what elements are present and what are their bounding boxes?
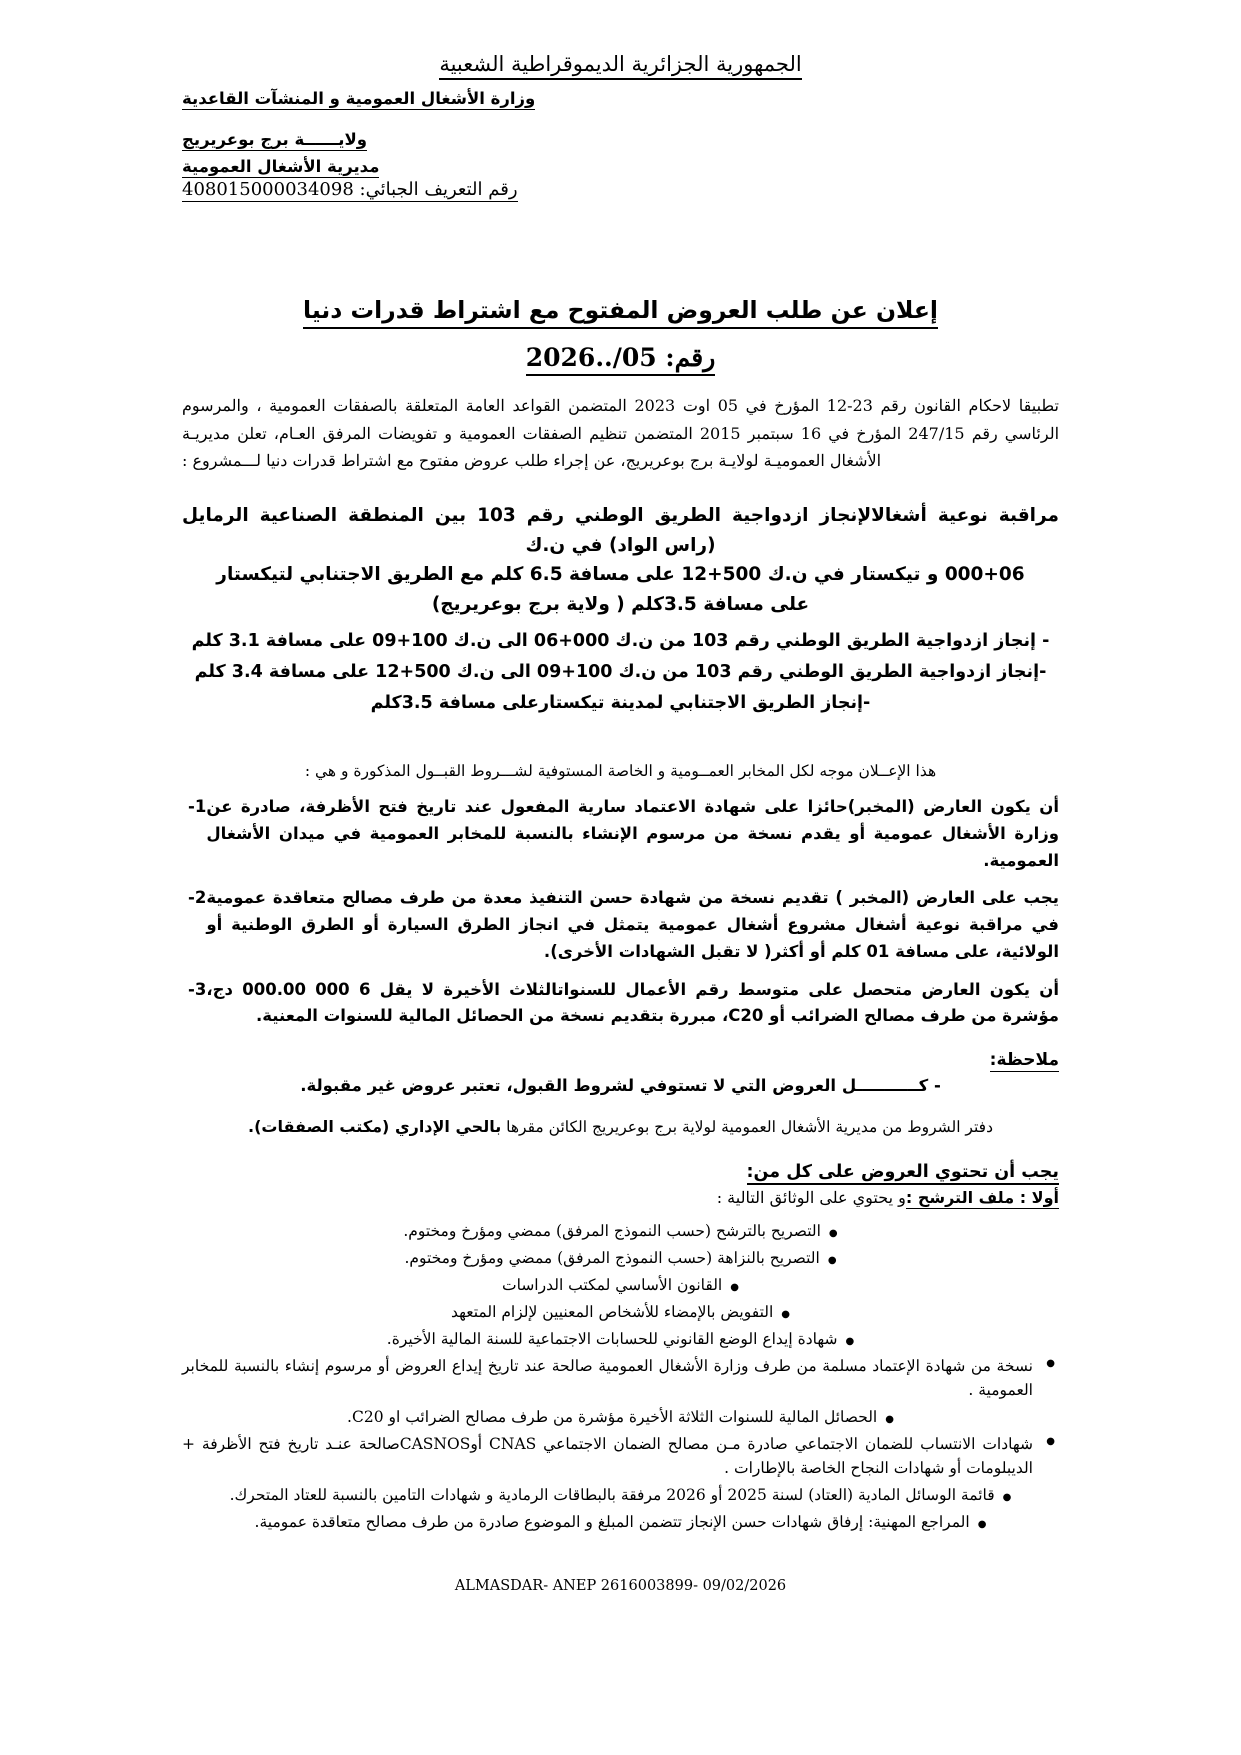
condition-marker: 1- <box>188 797 207 817</box>
condition-item <box>182 794 1059 874</box>
first-file-rest: و يحتوي على الوثائق التالية : <box>716 1188 906 1208</box>
project-line-2: 000+06 و تيكستار في ن.ك 500+12 على مسافة 6.5 كلم مع الطريق الاجتنابي لتيكستار <box>216 564 1025 586</box>
remark-heading <box>182 1050 1059 1070</box>
fiscal-id-group <box>182 179 518 202</box>
required-documents-list <box>182 1219 1059 1534</box>
document-item: ● التصريح بالترشح (حسب النموذج المرفق) ممضي ومؤرخ ومختوم. <box>182 1219 1059 1243</box>
project-work-item: - إنجاز ازدواجية الطريق الوطني رقم 103 من ن.ك 000+06 الى ن.ك 100+09 على مسافة 3.1 كلم <box>191 631 1050 652</box>
condition-text: يجب على العارض (المخبر ) تقديم نسخة من شهادة حسن التنفيذ معدة من طرف مصالح متعاقدة عمومية في مراقبة نوعية أشغال مشروع أشغال عمومية يتمثل في انجاز الطرق السيارة أو الطرق الوطنية أو الولائية، على مسافة 01 كلم أو أكثر( لا تقبل الشهادات الأخرى). <box>206 888 1059 961</box>
announcement-number-label: رقم: <box>665 343 716 372</box>
condition-text: أن يكون العارض (المخبر)حائزا على شهادة الاعتماد سارية المفعول عند تاريخ فتح الأظرفة، صادرة عن وزارة الأشغال عمومية أو يقدم نسخة من مرسوم الإنشاء بالنسبة للمخابر العمومية في ميدان الأشغال العمومية. <box>206 797 1059 870</box>
title-block <box>182 296 1059 372</box>
project-line-3: على مسافة 3.5كلم ( ولاية برج بوعريريج) <box>431 594 810 616</box>
document-item: ● التصريح بالنزاهة (حسب النموذج المرفق) ممضي ومؤرخ ومختوم. <box>182 1246 1059 1270</box>
project-work-item: -إنجاز ازدواجية الطريق الوطني رقم 103 من ن.ك 100+09 الى ن.ك 500+12 على مسافة 3.4 كلم <box>194 662 1047 683</box>
document-item: ● الحصائل المالية للسنوات الثلاثة الأخيرة مؤشرة من طرف مصالح الضرائب او C20. <box>182 1405 1059 1429</box>
republic-heading <box>182 52 1059 83</box>
document-item: ● التفويض بالإمضاء للأشخاص المعنيين لإلزام المتعهد <box>182 1300 1059 1324</box>
project-line-1: مراقبة نوعية أشغالالإنجاز ازدواجية الطريق الوطني رقم 103 بين المنطقة الصناعية الرمايل (راس الواد) في ن.ك <box>182 504 1059 556</box>
document-item: ● قائمة الوسائل المادية (العتاد) لسنة 2025 أو 2026 مرفقة بالبطاقات الرمادية و شهادات التامين بالنسبة للعتاد المتحرك. <box>182 1483 1059 1507</box>
ministry-line <box>182 89 1059 108</box>
republic-heading-text: الجمهورية الجزائرية الديموقراطية الشعبية <box>439 52 801 80</box>
remark-line: - كـــــــــــل العروض التي لا تستوفي لشروط القبول، تعتبر عروض غير مقبولة. <box>300 1076 941 1096</box>
fiscal-id-line <box>182 179 1059 200</box>
document-item: ● المراجع المهنية: إرفاق شهادات حسن الإنجاز تتضمن المبلغ و الموضوع صادرة من طرف مصالح متعاقدة عمومية. <box>182 1510 1059 1534</box>
announcement-number-group <box>526 343 716 376</box>
wilaya-line <box>182 130 1059 149</box>
must-contain-heading-text: يجب أن تحتوي العروض على كل من: <box>747 1162 1059 1185</box>
page-title: إعلان عن طلب العروض المفتوح مع اشتراط قدرات دنيا <box>303 296 938 329</box>
announcement-number-line <box>182 343 1059 372</box>
administration-header <box>182 89 1059 200</box>
document-item: ● نسخة من شهادة الإعتماد مسلمة من طرف وزارة الأشغال العمومية صالحة عند تاريخ إيداع العروض أو مرسوم إنشاء بالنسبة للمخابر العمومية . <box>182 1354 1059 1402</box>
office-text-bold: بالحي الإداري <box>394 1117 502 1137</box>
document-item: ● القانون الأساسي لمكتب الدراسات <box>182 1273 1059 1297</box>
remark-heading-text: ملاحظة: <box>989 1050 1059 1071</box>
first-file-heading <box>182 1188 1059 1207</box>
intro-paragraph: تطبيقا لاحكام القانون رقم 23-12 المؤرخ في 05 اوت 2023 المتضمن القواعد العامة المتعلقة بالصفقات العمومية ، والمرسوم الرئاسي رقم 247/15 المؤرخ في 16 سبتمبر 2015 المتضمن تنظيم الصفقات العمومية و تفويضات المرفق العـام، تعلن مديريـة الأشغال العموميـة لولايـة برج بوعريريج، عن إجراء طلب عروض مفتوح مع اشتراط قدرات دنيا لـــمشروع : <box>182 396 1060 471</box>
must-contain-heading <box>182 1162 1059 1182</box>
condition-item <box>182 977 1059 1030</box>
first-file-label: أولا : ملف الترشح : <box>905 1188 1059 1208</box>
ministry-text: وزارة الأشغال العمومية و المنشآت القاعدية <box>182 89 536 108</box>
fiscal-id-label: رقم التعريف الجبائي: <box>359 179 518 200</box>
project-description <box>182 501 1059 621</box>
condition-item <box>182 885 1059 965</box>
project-works-list <box>182 626 1059 718</box>
conditions-list <box>182 794 1059 1030</box>
directorate-line <box>182 157 1059 176</box>
condition-marker: 3- <box>188 979 207 999</box>
footer-reference: ALMASDAR- ANEP 2616003899- 09/02/2026 <box>454 1578 787 1595</box>
document-item: ● شهادة إيداع الوضع القانوني للحسابات الاجتماعية للسنة المالية الأخيرة. <box>182 1327 1059 1351</box>
condition-marker: 2- <box>188 888 207 908</box>
office-text-post: (مكتب الصفقات). <box>248 1117 395 1137</box>
project-work-item: -إنجاز الطريق الاجتنابي لمدينة تيكستارعلى مسافة 3.5كلم <box>370 692 871 713</box>
directorate-text: مديرية الأشغال العمومية <box>182 157 380 176</box>
fiscal-id-number: 408015000034098 <box>182 179 354 200</box>
office-text-pre: دفتر الشروط من مديرية الأشغال العمومية لولاية برج بوعريريج الكائن مقرها <box>501 1118 993 1137</box>
condition-text: أن يكون العارض متحصل على متوسط رقم الأعمال للسنواتالثلاث الأخيرة لا يقل 6 000 000.00 دج، مؤشرة من طرف مصالح الضرائب أو C20، مبررة بتقديم نسخة من الحصائل المالية للسنوات المعنية. <box>206 979 1059 1026</box>
wilaya-text: ولايــــــة برج بوعريريج <box>182 130 368 149</box>
office-location-line <box>182 1117 1059 1136</box>
announcement-number-value: 05/..2026 <box>525 343 657 372</box>
document-item: ● شهادات الانتساب للضمان الاجتماعي صادرة مـن مصالح الضمان الاجتماعي CNAS أوCASNOSصالحة عنـد تاريخ فتح الأظرفة + الديبلومات أو شهادات النجاح الخاصة بالإطارات . <box>182 1432 1059 1480</box>
addressed-to-paragraph: هذا الإعــلان موجه لكل المخابر العمــومية و الخاصة المستوفية لشـــروط القبــول المذكورة و هي : <box>304 762 937 781</box>
